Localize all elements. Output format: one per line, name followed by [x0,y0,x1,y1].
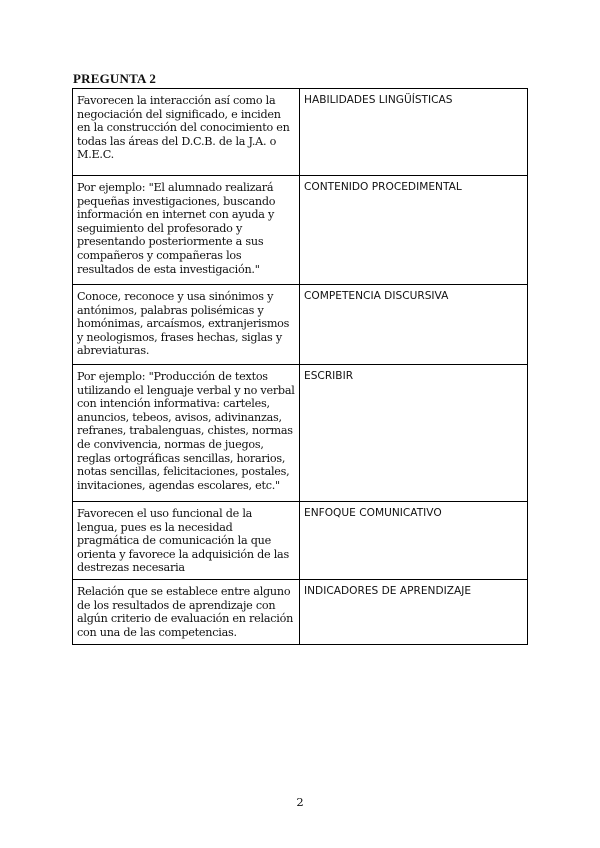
description-cell: Relación que se establece entre alguno de los resultados de aprendizaje con algún criterio de evaluación en relación con una de las competencias. [73,579,300,644]
table-row [73,176,528,285]
page-number: 2 [296,795,304,809]
term-cell: ESCRIBIR [300,365,528,502]
description-cell: Por ejemplo: "El alumnado realizará pequeñas investigaciones, buscando información en internet con ayuda y seguimiento del profesorado y presentando posteriormente a sus compañeros y compañeras los resultados de esta investigación." [73,176,300,285]
table-row [73,502,528,580]
table-row [73,89,528,176]
description-cell: Favorecen el uso funcional de la lengua, pues es la necesidad pragmática de comunicación la que orienta y favorece la adquisición de las destrezas necesaria [73,502,300,580]
description-cell: Favorecen la interacción así como la negociación del significado, e inciden en la construcción del conocimiento en todas las áreas del D.C.B. de la J.A. o M.E.C. [73,89,300,176]
table-row [73,579,528,644]
description-cell: Por ejemplo: "Producción de textos utilizando el lenguaje verbal y no verbal con intención informativa: carteles, anuncios, tebeos, avisos, adivinanzas, refranes, trabalenguas, chistes, normas de convivencia, normas de juegos, reglas ortográficas sencillas, horarios, notas sencillas, felicitaciones, postales, invitaciones, agendas escolares, etc." [73,365,300,502]
term-cell: ENFOQUE COMUNICATIVO [300,502,528,580]
table-row [73,365,528,502]
description-cell: Conoce, reconoce y usa sinónimos y antónimos, palabras polisémicas y homónimas, arcaísmos, extranjerismos y neologismos, frases hechas, siglas y abreviaturas. [73,285,300,365]
term-cell: COMPETENCIA DISCURSIVA [300,285,528,365]
table-row [73,285,528,365]
term-cell: INDICADORES DE APRENDIZAJE [300,579,528,644]
term-cell: HABILIDADES LINGÜÍSTICAS [300,89,528,176]
question-heading: PREGUNTA 2 [73,71,157,86]
term-cell: CONTENIDO PROCEDIMENTAL [300,176,528,285]
matching-table [72,88,528,645]
